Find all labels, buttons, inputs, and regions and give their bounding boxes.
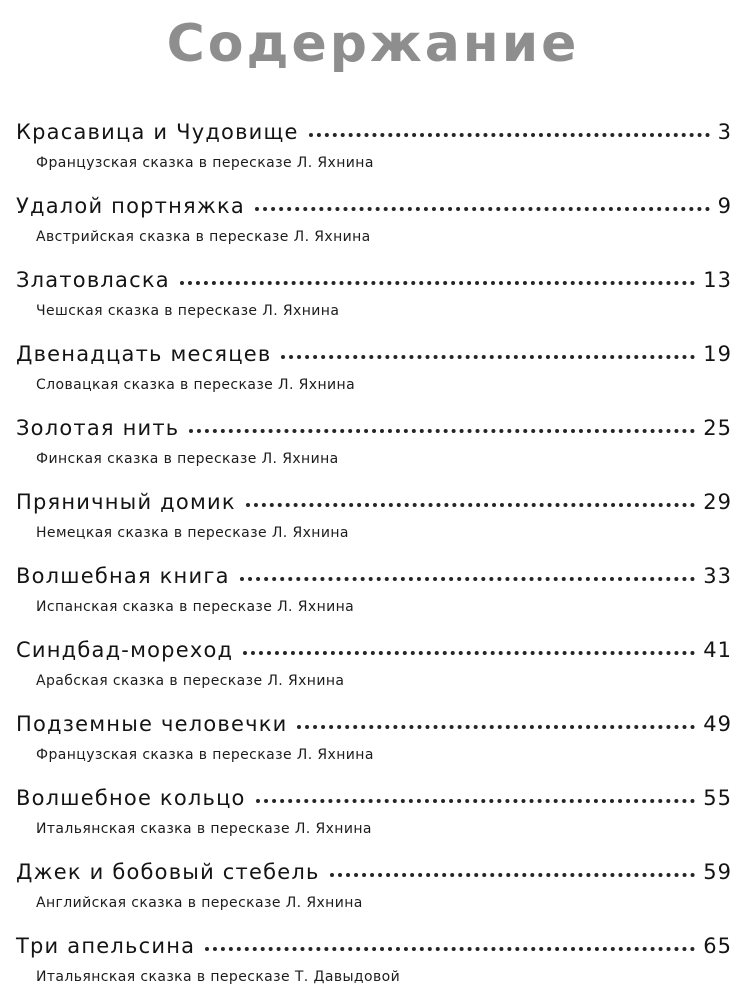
toc-entry-line [16, 712, 732, 744]
toc-entry-subtitle: Чешская сказка в пересказе Л. Яхнина [36, 303, 340, 319]
toc-entry-title: Волшебное кольцо [16, 786, 246, 810]
toc-entry[interactable] [0, 708, 746, 782]
toc-entry-subtitle: Французская сказка в пересказе Л. Яхнина [36, 747, 374, 763]
dot-leader [256, 798, 696, 803]
dot-leader [205, 946, 695, 951]
toc-entry-subtitle: Испанская сказка в пересказе Л. Яхнина [36, 599, 355, 615]
toc-entry-line [16, 268, 732, 300]
dot-leader [330, 872, 696, 877]
table-of-contents [0, 116, 746, 1004]
toc-entry-page-number: 33 [703, 564, 732, 588]
toc-entry-subtitle: Арабская сказка в пересказе Л. Яхнина [36, 673, 345, 689]
toc-entry-subtitle: Финская сказка в пересказе Л. Яхнина [36, 451, 339, 467]
toc-entry-subtitle: Немецкая сказка в пересказе Л. Яхнина [36, 525, 349, 541]
toc-entry-line [16, 120, 732, 152]
toc-entry-page-number: 29 [703, 490, 732, 514]
toc-entry[interactable] [0, 930, 746, 1004]
toc-entry-title: Три апельсина [16, 934, 196, 958]
toc-entry-title: Джек и бобовый стебель [16, 860, 320, 884]
toc-entry[interactable] [0, 634, 746, 708]
dot-leader [189, 428, 695, 433]
toc-entry-subtitle: Французская сказка в пересказе Л. Яхнина [36, 155, 374, 171]
dot-leader [180, 280, 695, 285]
toc-entry-line [16, 490, 732, 522]
toc-entry-subtitle: Итальянская сказка в пересказе Т. Давыдовой [36, 969, 401, 985]
toc-entry-title: Удалой портняжка [16, 194, 245, 218]
toc-entry-line [16, 342, 732, 374]
toc-entry-title: Подземные человечки [16, 712, 288, 736]
toc-entry[interactable] [0, 782, 746, 856]
toc-entry-page-number: 65 [703, 934, 732, 958]
toc-entry-line [16, 934, 732, 966]
toc-entry-title: Двенадцать месяцев [16, 342, 272, 366]
toc-entry[interactable] [0, 190, 746, 264]
toc-entry-line [16, 416, 732, 448]
page-title: Содержание [166, 14, 580, 74]
toc-entry-page-number: 25 [703, 416, 732, 440]
toc-entry-title: Золотая нить [16, 416, 180, 440]
toc-entry[interactable] [0, 856, 746, 930]
toc-entry-line [16, 638, 732, 670]
dot-leader [297, 724, 695, 729]
toc-entry-title: Пряничный домик [16, 490, 236, 514]
toc-entry-subtitle: Английская сказка в пересказе Л. Яхнина [36, 895, 363, 911]
dot-leader [281, 354, 695, 359]
dot-leader [255, 206, 710, 211]
toc-entry-page-number: 59 [703, 860, 732, 884]
dot-leader [243, 650, 695, 655]
toc-entry-page-number: 41 [703, 638, 732, 662]
toc-entry-title: Синдбад-мореход [16, 638, 234, 662]
toc-entry-title: Волшебная книга [16, 564, 230, 588]
toc-entry-title: Златовласка [16, 268, 170, 292]
toc-entry-line [16, 860, 732, 892]
toc-entry[interactable] [0, 560, 746, 634]
dot-leader [240, 576, 696, 581]
toc-entry-subtitle: Словацкая сказка в пересказе Л. Яхнина [36, 377, 356, 393]
dot-leader [309, 132, 710, 137]
toc-entry[interactable] [0, 264, 746, 338]
toc-entry-line [16, 194, 732, 226]
toc-entry-page-number: 49 [703, 712, 732, 736]
toc-entry-line [16, 564, 732, 596]
toc-entry-title: Красавица и Чудовище [16, 120, 299, 144]
toc-entry-page-number: 9 [717, 194, 732, 218]
toc-entry[interactable] [0, 116, 746, 190]
toc-entry-page-number: 13 [703, 268, 732, 292]
toc-entry[interactable] [0, 412, 746, 486]
toc-entry-page-number: 3 [717, 120, 732, 144]
toc-entry[interactable] [0, 338, 746, 412]
toc-entry-line [16, 786, 732, 818]
toc-entry[interactable] [0, 486, 746, 560]
toc-entry-subtitle: Итальянская сказка в пересказе Л. Яхнина [36, 821, 372, 837]
toc-entry-page-number: 55 [703, 786, 732, 810]
toc-entry-page-number: 19 [703, 342, 732, 366]
toc-entry-subtitle: Австрийская сказка в пересказе Л. Яхнина [36, 229, 371, 245]
dot-leader [246, 502, 696, 507]
